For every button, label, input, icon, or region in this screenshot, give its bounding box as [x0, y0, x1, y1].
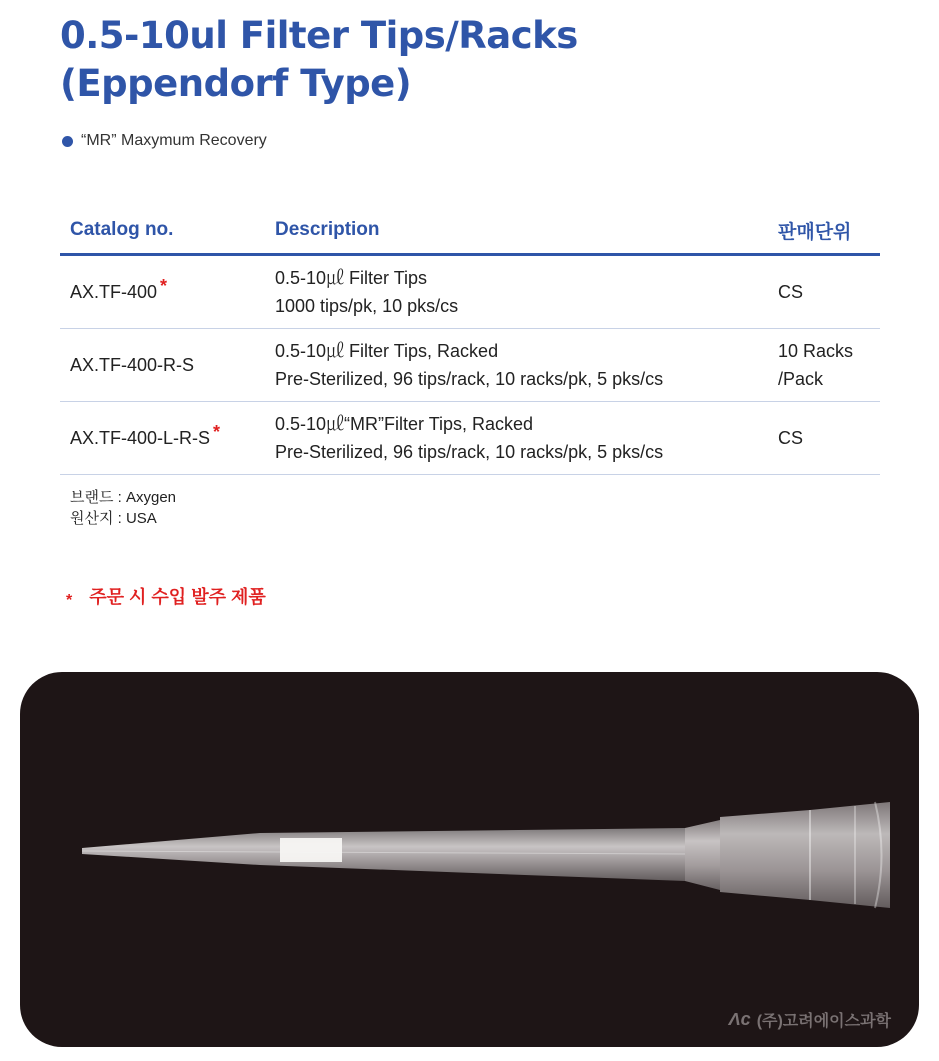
unit-line-1: CS — [778, 282, 804, 302]
table-row — [60, 255, 880, 329]
brand-text: 브랜드 : Axygen — [70, 489, 177, 506]
catalog-table — [60, 207, 880, 475]
unit-cell — [768, 255, 880, 329]
feature-text: “MR” Maxymum Recovery — [81, 132, 267, 149]
description-cell — [265, 255, 768, 329]
description-line-2: Pre-Sterilized, 96 tips/rack, 10 racks/pk, 5 pks/cs — [275, 442, 664, 462]
description-cell — [265, 402, 768, 475]
catalog-number: AX.TF-400-L-R-S — [70, 428, 211, 448]
feature-bullet — [62, 132, 267, 150]
notice-text: 주문 시 수입 발주 제품 — [89, 587, 266, 607]
description-cell — [265, 329, 768, 402]
description-line-1: 0.5-10㎕ Filter Tips, Racked — [275, 341, 499, 361]
catalog-cell — [60, 329, 265, 402]
description-line-2: Pre-Sterilized, 96 tips/rack, 10 racks/pk, 5 pks/cs — [275, 369, 664, 389]
unit-line-1: 10 Racks — [778, 341, 854, 361]
product-photo — [20, 672, 919, 1047]
table-header-row — [60, 207, 880, 255]
notice-star-icon: * — [66, 592, 73, 609]
company-logo: Λc — [728, 1009, 751, 1029]
company-name: (주)고려에이스과학 — [756, 1013, 891, 1030]
header-description: Description — [265, 207, 768, 255]
catalog-cell — [60, 255, 265, 329]
description-line-2: 1000 tips/pk, 10 pks/cs — [275, 296, 459, 316]
import-notice — [66, 583, 266, 609]
origin-text: 원산지 : USA — [70, 510, 157, 527]
unit-cell — [768, 329, 880, 402]
catalog-number: AX.TF-400-R-S — [70, 355, 195, 375]
title-line-1: 0.5-10ul Filter Tips/Racks — [60, 14, 578, 57]
table-row — [60, 329, 880, 402]
unit-line-2: /Pack — [778, 369, 824, 389]
header-unit: 판매단위 — [768, 207, 880, 255]
unit-line-1: CS — [778, 428, 804, 448]
table-row — [60, 402, 880, 475]
header-catalog: Catalog no. — [60, 207, 265, 255]
pipette-tip-illustration — [20, 672, 919, 1047]
import-star: * — [213, 422, 221, 442]
page-title — [60, 12, 578, 108]
catalog-cell — [60, 402, 265, 475]
unit-cell — [768, 402, 880, 475]
title-line-2: (Eppendorf Type) — [60, 62, 412, 105]
description-line-1: 0.5-10㎕“MR”Filter Tips, Racked — [275, 414, 534, 434]
bullet-dot-icon — [62, 136, 73, 147]
product-meta — [70, 487, 176, 529]
company-watermark — [729, 1008, 891, 1031]
description-line-1: 0.5-10㎕ Filter Tips — [275, 268, 428, 288]
catalog-number: AX.TF-400 — [70, 282, 158, 302]
import-star: * — [160, 276, 168, 296]
